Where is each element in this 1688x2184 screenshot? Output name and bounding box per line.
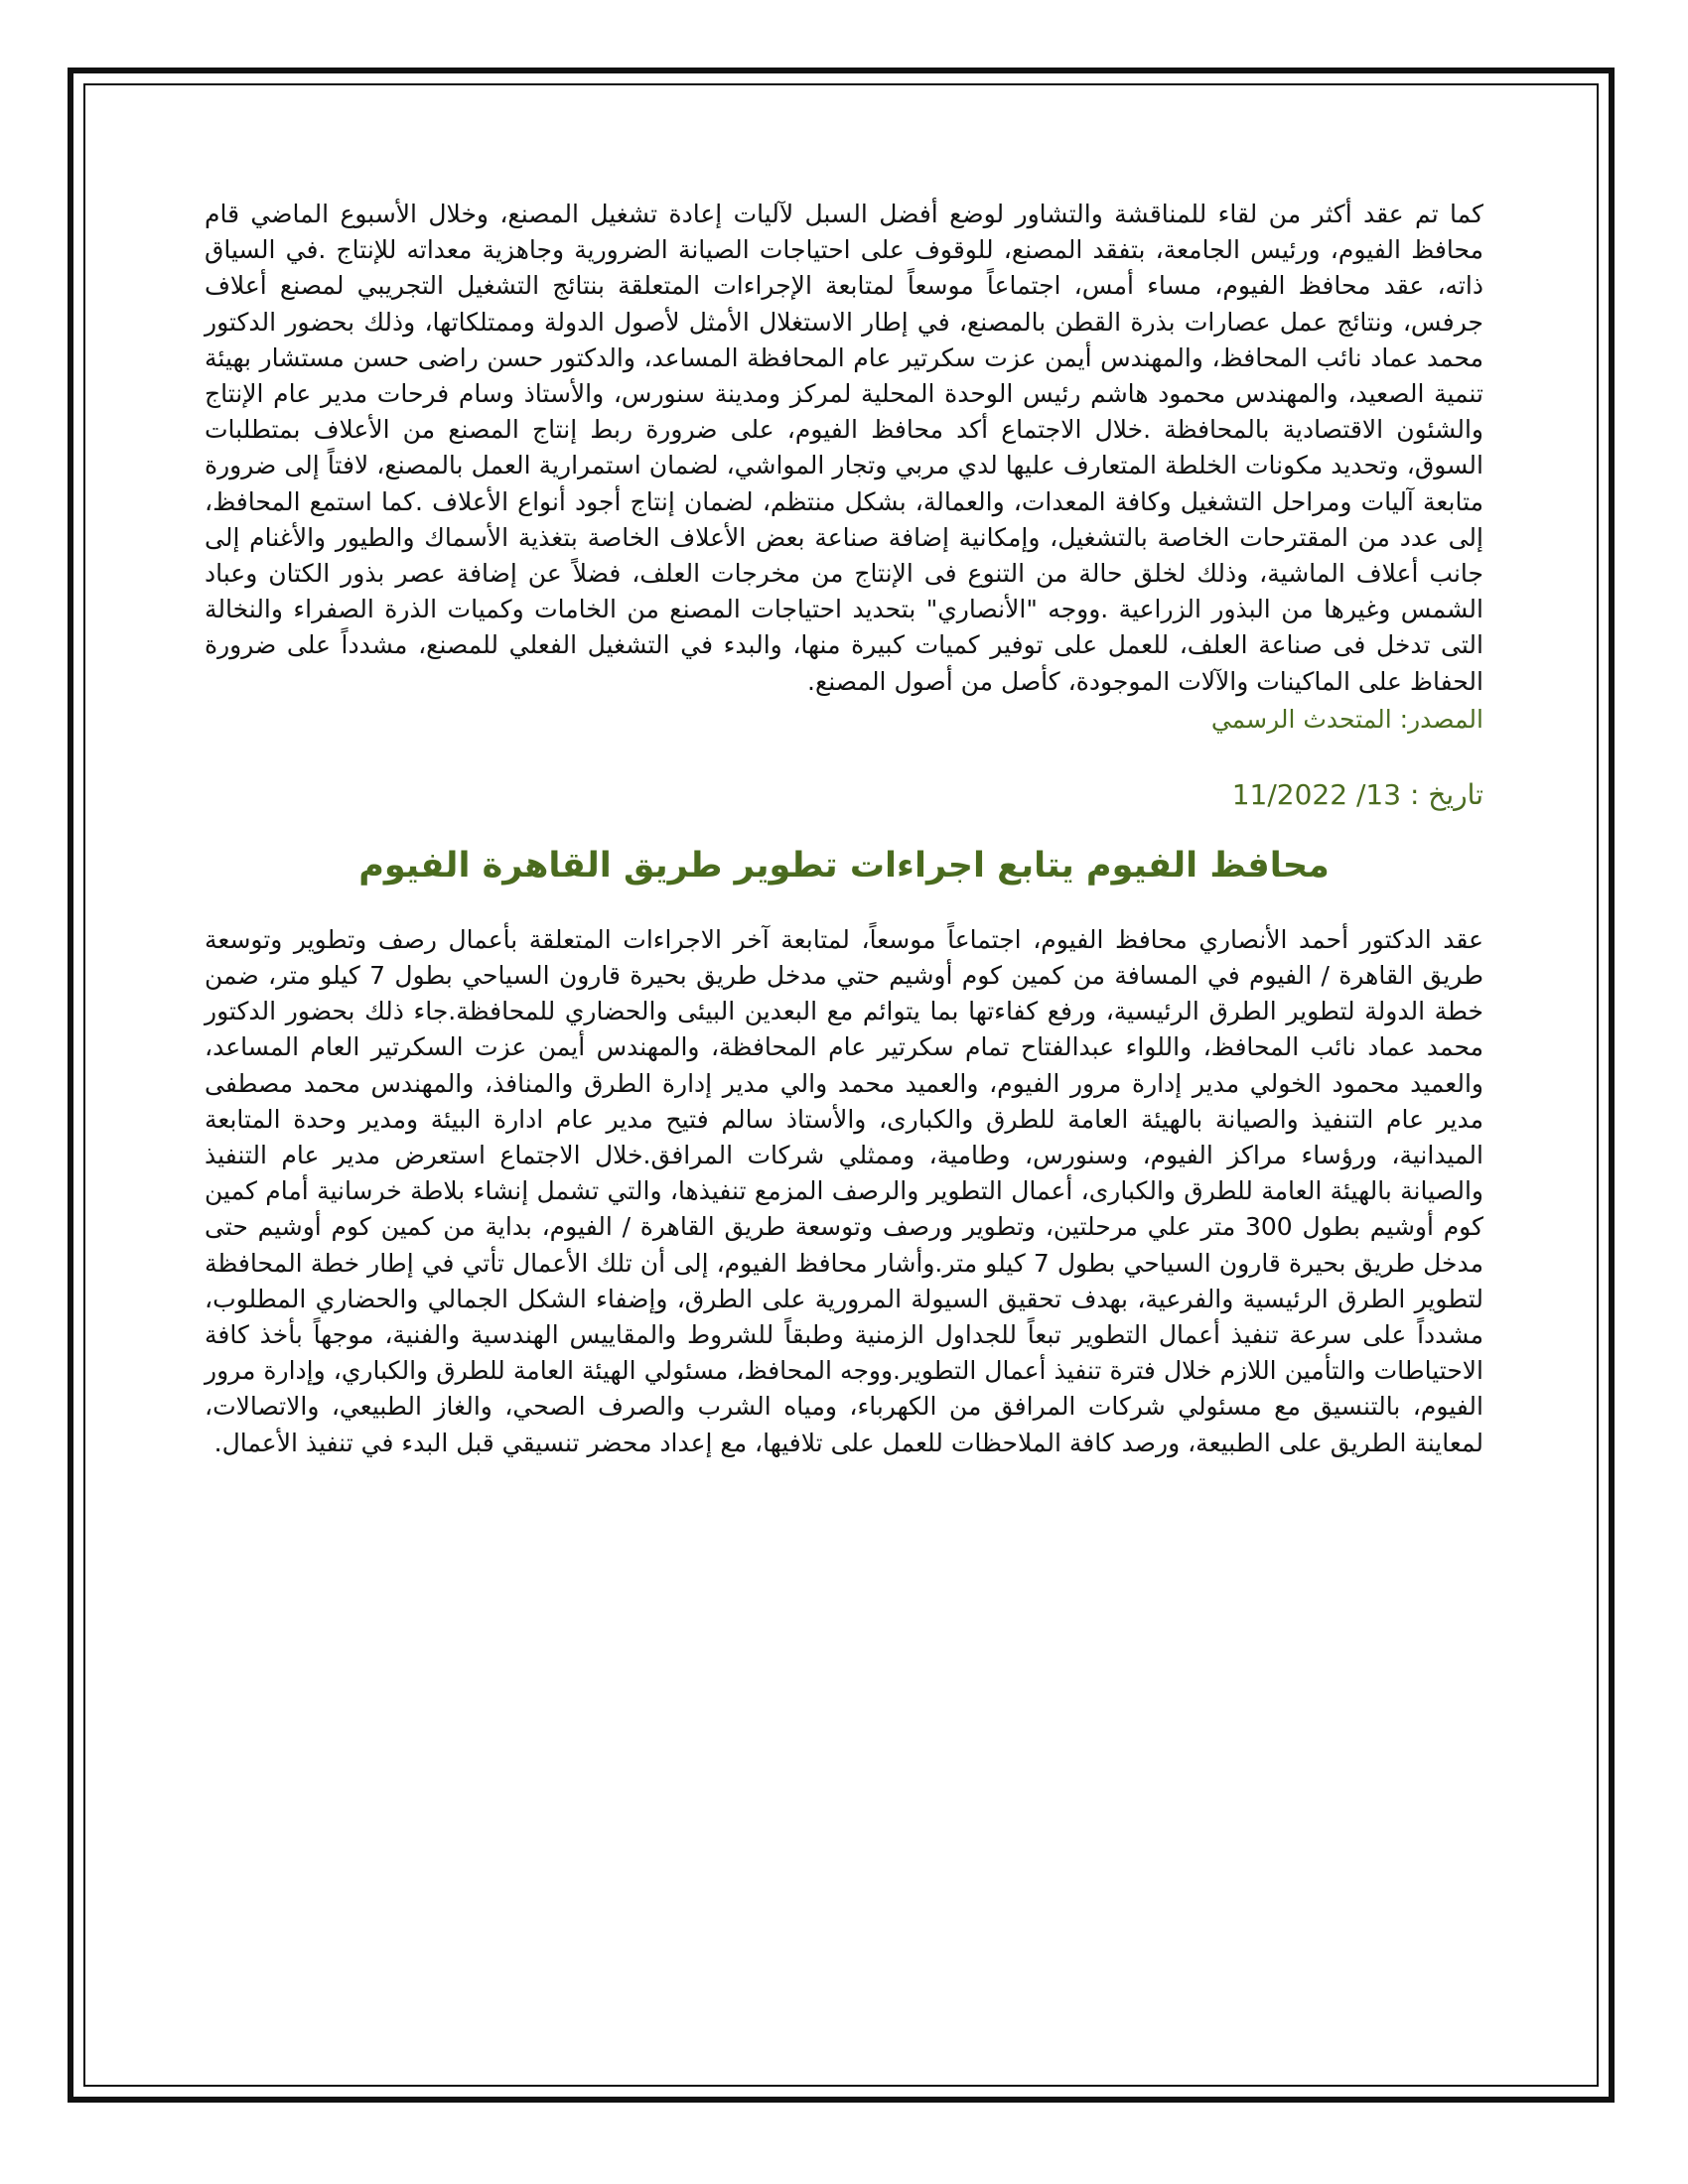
article1-body: كما تم عقد أكثر من لقاء للمناقشة والتشاور لوضع أفضل السبل لآليات إعادة تشغيل المصنع، وخلال الأسبوع الماضي قام محافظ الفيوم، ورئيس الجامعة، بتفقد المصنع، للوقوف على احتياجات الصيانة الضرورية وجاهزية معداته للإنتاج .في السياق ذاته، عقد محافظ الفيوم، مساء أمس، اجتماعاً موسعاً لمتابعة الإجراءات المتعلقة بنتائج التشغيل التجريبي لمصنع أعلاف جرفس، ونتائج عمل عصارات بذرة القطن بالمصنع، في إطار الاستغلال الأمثل لأصول الدولة وممتلكاتها، وذلك بحضور الدكتور محمد عماد نائب المحافظ، والمهندس أيمن عزت سكرتير عام المحافظة المساعد، والدكتور حسن راضى حسن مستشار بهيئة تنمية الصعيد، والمهندس محمود هاشم رئيس الوحدة المحلية لمركز ومدينة سنورس، والأستاذ وسام فرحات مدير عام الإنتاج والشئون الاقتصادية بالمحافظة .خلال الاجتماع أكد محافظ الفيوم، على ضرورة ربط إنتاج المصنع من الأعلاف بمتطلبات السوق، وتحديد مكونات الخلطة المتعارف عليها لدي مربي وتجار المواشي، لضمان استمرارية العمل بالمصنع، لافتاً إلى ضرورة متابعة آليات ومراحل التشغيل وكافة المعدات، والعمالة، بشكل منتظم، لضمان إنتاج أجود أنواع الأعلاف .كما استمع المحافظ، إلى عدد من المقترحات الخاصة بالتشغيل، وإمكانية إضافة صناعة بعض الأعلاف الخاصة بتغذية الأسماك والطيور والأغنام إلى جانب أعلاف الماشية، وذلك لخلق حالة من التنوع فى الإنتاج من مخرجات العلف، فضلاً عن إضافة عصر بذور الكتان وعباد الشمس وغيرها من البذور الزراعية .ووجه "الأنصاري" بتحديد احتياجات المصنع من الخامات وكميات الذرة الصفراء والنخالة التى تدخل فى صناعة العلف، للعمل على توفير كميات كبيرة منها، والبدء في التشغيل الفعلي للمصنع، مشدداً على ضرورة الحفاظ على الماكينات والآلات الموجودة، كأصل من أصول المصنع. [205,200,1483,696]
article2-body: عقد الدكتور أحمد الأنصاري محافظ الفيوم، اجتماعاً موسعاً، لمتابعة آخر الاجراءات المتعلقة بأعمال رصف وتطوير وتوسعة طريق القاهرة / الفيوم في المسافة من كمين كوم أوشيم حتي مدخل طريق بحيرة قارون السياحي بطول 7 كيلو متر، ضمن خطة الدولة لتطوير الطرق الرئيسية، ورفع كفاءتها بما يتوائم مع البعدين البيئى والحضاري للمحافظة.جاء ذلك بحضور الدكتور محمد عماد نائب المحافظ، واللواء عبدالفتاح تمام سكرتير عام المحافظة، والمهندس أيمن عزت السكرتير العام المساعد، والعميد محمود الخولي مدير إدارة مرور الفيوم، والعميد محمد والي مدير إدارة الطرق والمنافذ، والمهندس محمد مصطفى مدير عام التنفيذ والصيانة بالهيئة العامة للطرق والكبارى، والأستاذ سالم فتيح مدير عام ادارة البيئة ومدير وحدة المتابعة الميدانية، ورؤساء مراكز الفيوم، وسنورس، وطامية، وممثلي شركات المرافق.خلال الاجتماع استعرض مدير عام التنفيذ والصيانة بالهيئة العامة للطرق والكبارى، أعمال التطوير والرصف المزمع تنفيذها، والتي تشمل إنشاء بلاطة خرسانية أمام كمين كوم أوشيم بطول 300 متر علي مرحلتين، وتطوير ورصف وتوسعة طريق القاهرة / الفيوم، بداية من كمين كوم أوشيم حتى مدخل طريق بحيرة قارون السياحي بطول 7 كيلو متر.وأشار محافظ الفيوم، إلى أن تلك الأعمال تأتي في إطار خطة المحافظة لتطوير الطرق الرئيسية والفرعية، بهدف تحقيق السيولة المرورية على الطرق، وإضفاء الشكل الجمالي والحضاري المطلوب، مشدداً على سرعة تنفيذ أعمال التطوير تبعاً للجداول الزمنية وطبقاً للشروط والمقاييس الهندسية والفنية، موجهاً بأخذ كافة الاحتياطات والتأمين اللازم خلال فترة تنفيذ أعمال التطوير.ووجه المحافظ، مسئولي الهيئة العامة للطرق والكباري، وإدارة مرور الفيوم، بالتنسيق مع مسئولي شركات المرافق من الكهرباء، ومياه الشرب والصرف الصحي، والغاز الطبيعي، والاتصالات، لمعاينة الطريق على الطبيعة، ورصد كافة الملاحظات للعمل على تلافيها، مع إعداد محضر تنسيقي قبل البدء في تنفيذ الأعمال. [205,924,1483,1457]
article2-title: محافظ الفيوم يتابع اجراءات تطوير طريق القاهرة الفيوم [358,845,1330,886]
article1-source: المصدر: المتحدث الرسمي [1210,704,1483,734]
document-content [205,197,1483,1461]
article2-date: تاريخ : 13/ 11/2022 [1231,777,1483,811]
